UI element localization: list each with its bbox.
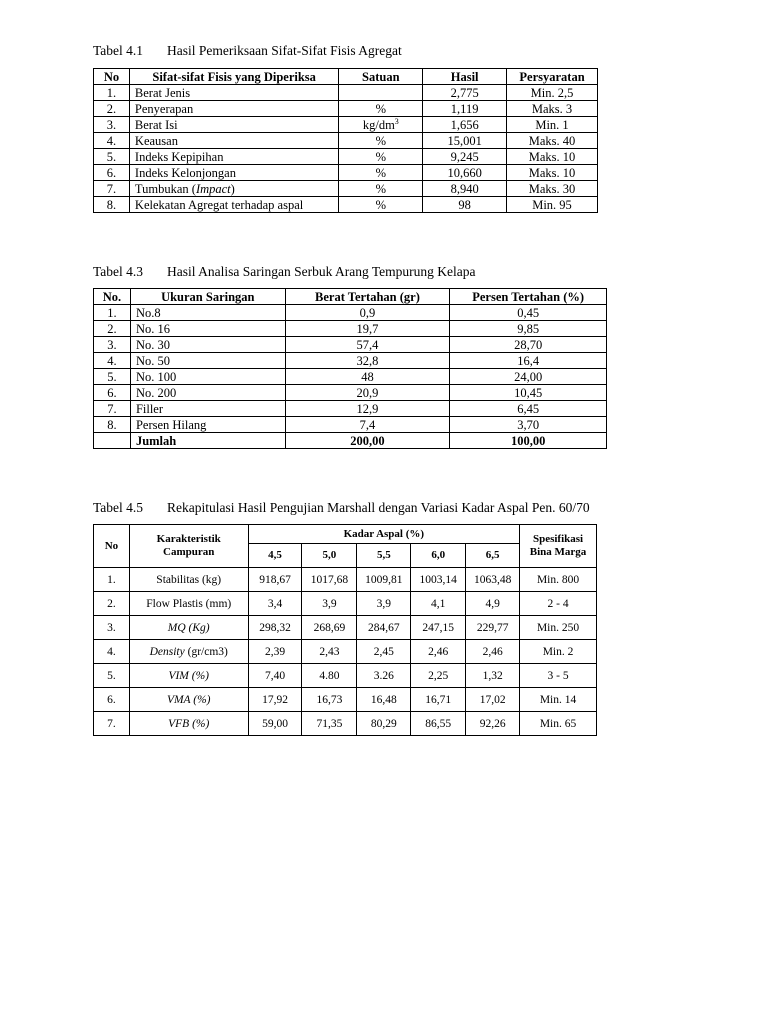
table2-caption — [93, 264, 476, 280]
table-row — [94, 592, 597, 616]
row-no: 5. — [94, 369, 131, 385]
table2-caption-number: Tabel 4.3 — [93, 264, 144, 279]
row-no: 8. — [94, 417, 131, 433]
table-row — [94, 85, 598, 101]
row-value: 2,45 — [357, 640, 411, 664]
row-no: 4. — [94, 640, 130, 664]
table-row — [94, 197, 598, 213]
row-no: 3. — [94, 616, 130, 640]
row-requirement: Maks. 10 — [507, 149, 598, 165]
table3-caption — [93, 500, 590, 516]
table2-header-weight: Berat Tertahan (gr) — [285, 289, 450, 305]
row-no: 1. — [94, 85, 130, 101]
row-value: 17,92 — [248, 688, 302, 712]
row-no: 4. — [94, 353, 131, 369]
row-result: 1,656 — [423, 117, 507, 133]
row-value: 2,43 — [302, 640, 357, 664]
property-italic: Impact — [195, 181, 231, 196]
row-characteristic: MQ (Kg) — [129, 616, 248, 640]
row-unit: % — [339, 101, 423, 117]
table-row — [94, 133, 598, 149]
table-row — [94, 568, 597, 592]
table-row — [94, 401, 607, 417]
row-requirement: Maks. 3 — [507, 101, 598, 117]
characteristic-line-1: Karakteristik — [156, 533, 221, 545]
total-no-cell — [94, 433, 131, 449]
row-value: 92,26 — [466, 712, 520, 736]
table-row — [94, 305, 607, 321]
table1-caption — [93, 43, 402, 59]
row-result: 8,940 — [423, 181, 507, 197]
row-value: 4,1 — [411, 592, 466, 616]
row-property: Indeks Kelonjongan — [129, 165, 338, 181]
row-property — [129, 181, 338, 197]
row-no: 1. — [94, 305, 131, 321]
table-row — [94, 101, 598, 117]
row-value: 80,29 — [357, 712, 411, 736]
row-value: 1017,68 — [302, 568, 357, 592]
property-end: ) — [230, 181, 235, 196]
row-result: 15,001 — [423, 133, 507, 149]
row-no: 7. — [94, 181, 130, 197]
row-result: 1,119 — [423, 101, 507, 117]
unit-superscript: 3 — [394, 116, 399, 126]
table3-header-spec — [520, 525, 597, 568]
row-no: 5. — [94, 149, 130, 165]
row-percent: 6,45 — [450, 401, 607, 417]
table1-header-result: Hasil — [423, 69, 507, 85]
row-percent: 3,70 — [450, 417, 607, 433]
total-percent: 100,00 — [450, 433, 607, 449]
row-characteristic: VMA (%) — [129, 688, 248, 712]
table3-header-row-1 — [94, 525, 597, 544]
row-unit: % — [339, 197, 423, 213]
row-value: 247,15 — [411, 616, 466, 640]
table-row — [94, 321, 607, 337]
total-label: Jumlah — [130, 433, 285, 449]
row-requirement: Maks. 30 — [507, 181, 598, 197]
row-no: 7. — [94, 401, 131, 417]
table3-header-no: No — [94, 525, 130, 568]
row-percent: 24,00 — [450, 369, 607, 385]
row-value: 284,67 — [357, 616, 411, 640]
row-percent: 0,45 — [450, 305, 607, 321]
table-row — [94, 117, 598, 133]
row-property: Berat Isi — [129, 117, 338, 133]
row-no: 4. — [94, 133, 130, 149]
table-row — [94, 165, 598, 181]
row-size: No.8 — [130, 305, 285, 321]
row-value: 2,46 — [411, 640, 466, 664]
table1-caption-number: Tabel 4.1 — [93, 43, 144, 58]
row-value: 4.80 — [302, 664, 357, 688]
row-requirement: Min. 95 — [507, 197, 598, 213]
row-spec: 2 - 4 — [520, 592, 597, 616]
kadar-6-5: 6,5 — [466, 544, 520, 568]
row-weight: 20,9 — [285, 385, 450, 401]
row-value: 3.26 — [357, 664, 411, 688]
row-percent: 9,85 — [450, 321, 607, 337]
table-row — [94, 353, 607, 369]
row-result: 2,775 — [423, 85, 507, 101]
row-spec: Min. 250 — [520, 616, 597, 640]
row-requirement: Min. 1 — [507, 117, 598, 133]
row-spec: Min. 65 — [520, 712, 597, 736]
row-characteristic: VIM (%) — [129, 664, 248, 688]
row-percent: 16,4 — [450, 353, 607, 369]
row-value: 918,67 — [248, 568, 302, 592]
row-percent: 10,45 — [450, 385, 607, 401]
table-row — [94, 688, 597, 712]
row-weight: 48 — [285, 369, 450, 385]
row-no: 3. — [94, 117, 130, 133]
row-value: 86,55 — [411, 712, 466, 736]
row-percent: 28,70 — [450, 337, 607, 353]
row-unit — [339, 85, 423, 101]
table-row — [94, 664, 597, 688]
row-result: 98 — [423, 197, 507, 213]
table2-caption-title: Hasil Analisa Saringan Serbuk Arang Tempurung Kelapa — [167, 264, 476, 279]
table-row — [94, 337, 607, 353]
table1-header-no: No — [94, 69, 130, 85]
row-weight: 0,9 — [285, 305, 450, 321]
spec-line-1: Spesifikasi — [532, 533, 584, 545]
row-unit: % — [339, 133, 423, 149]
table2-header-percent: Persen Tertahan (%) — [450, 289, 607, 305]
row-no: 2. — [94, 592, 130, 616]
row-size: Filler — [130, 401, 285, 417]
row-value: 298,32 — [248, 616, 302, 640]
table-row — [94, 712, 597, 736]
table1-header-row — [94, 69, 598, 85]
row-result: 9,245 — [423, 149, 507, 165]
row-weight: 32,8 — [285, 353, 450, 369]
row-unit: % — [339, 181, 423, 197]
row-value: 3,9 — [357, 592, 411, 616]
kadar-6-0: 6,0 — [411, 544, 466, 568]
table2-header-no: No. — [94, 289, 131, 305]
table1 — [93, 68, 598, 213]
unit-text: kg/dm — [362, 117, 395, 132]
row-size: No. 200 — [130, 385, 285, 401]
table3-caption-title: Rekapitulasi Hasil Pengujian Marshall dengan Variasi Kadar Aspal Pen. 60/70 — [167, 500, 590, 515]
table2-header-size: Ukuran Saringan — [130, 289, 285, 305]
row-property: Penyerapan — [129, 101, 338, 117]
row-size: No. 30 — [130, 337, 285, 353]
row-size: No. 100 — [130, 369, 285, 385]
row-property: Indeks Kepipihan — [129, 149, 338, 165]
table-row — [94, 640, 597, 664]
row-value: 7,40 — [248, 664, 302, 688]
row-unit: % — [339, 149, 423, 165]
row-unit — [339, 117, 423, 133]
row-property: Keausan — [129, 133, 338, 149]
row-unit: % — [339, 165, 423, 181]
row-no: 2. — [94, 101, 130, 117]
row-size: Persen Hilang — [130, 417, 285, 433]
row-value: 2,25 — [411, 664, 466, 688]
row-no: 1. — [94, 568, 130, 592]
row-property: Berat Jenis — [129, 85, 338, 101]
row-value: 16,71 — [411, 688, 466, 712]
table3-header-kadar-aspal: Kadar Aspal (%) — [248, 525, 520, 544]
characteristic-line-2: Campuran — [163, 546, 215, 558]
spec-line-2: Bina Marga — [529, 546, 587, 558]
table-row — [94, 417, 607, 433]
row-value: 3,4 — [248, 592, 302, 616]
table-row — [94, 149, 598, 165]
row-property: Kelekatan Agregat terhadap aspal — [129, 197, 338, 213]
table-row — [94, 369, 607, 385]
row-requirement: Min. 2,5 — [507, 85, 598, 101]
characteristic-italic: Density — [149, 645, 185, 658]
row-value: 1063,48 — [466, 568, 520, 592]
table1-header-property: Sifat-sifat Fisis yang Diperiksa — [129, 69, 338, 85]
row-no: 6. — [94, 165, 130, 181]
table-row — [94, 385, 607, 401]
row-weight: 7,4 — [285, 417, 450, 433]
row-size: No. 50 — [130, 353, 285, 369]
row-weight: 19,7 — [285, 321, 450, 337]
characteristic-rest: (gr/cm3) — [184, 645, 228, 658]
row-requirement: Maks. 10 — [507, 165, 598, 181]
table3-header-characteristic — [129, 525, 248, 568]
row-spec: Min. 14 — [520, 688, 597, 712]
table2 — [93, 288, 607, 449]
row-value: 2,39 — [248, 640, 302, 664]
row-characteristic: Flow Plastis (mm) — [129, 592, 248, 616]
row-value: 2,46 — [466, 640, 520, 664]
table1-header-unit: Satuan — [339, 69, 423, 85]
row-no: 6. — [94, 688, 130, 712]
table3-caption-number: Tabel 4.5 — [93, 500, 144, 515]
table2-total-row — [94, 433, 607, 449]
table3 — [93, 524, 597, 736]
table1-caption-title: Hasil Pemeriksaan Sifat-Sifat Fisis Agregat — [167, 43, 402, 58]
row-value: 16,48 — [357, 688, 411, 712]
row-value: 16,73 — [302, 688, 357, 712]
row-value: 229,77 — [466, 616, 520, 640]
row-value: 1003,14 — [411, 568, 466, 592]
row-characteristic: VFB (%) — [129, 712, 248, 736]
row-characteristic — [129, 640, 248, 664]
row-spec: Min. 2 — [520, 640, 597, 664]
row-no: 2. — [94, 321, 131, 337]
table1-header-requirement: Persyaratan — [507, 69, 598, 85]
kadar-5-0: 5,0 — [302, 544, 357, 568]
table-row — [94, 616, 597, 640]
row-value: 1,32 — [466, 664, 520, 688]
row-value: 4,9 — [466, 592, 520, 616]
row-value: 59,00 — [248, 712, 302, 736]
row-size: No. 16 — [130, 321, 285, 337]
row-no: 6. — [94, 385, 131, 401]
kadar-4-5: 4,5 — [248, 544, 302, 568]
row-requirement: Maks. 40 — [507, 133, 598, 149]
row-value: 268,69 — [302, 616, 357, 640]
row-spec: Min. 800 — [520, 568, 597, 592]
row-weight: 12,9 — [285, 401, 450, 417]
row-value: 1009,81 — [357, 568, 411, 592]
table-row — [94, 181, 598, 197]
row-no: 5. — [94, 664, 130, 688]
property-text: Tumbukan ( — [134, 181, 196, 196]
row-result: 10,660 — [423, 165, 507, 181]
row-no: 7. — [94, 712, 130, 736]
row-weight: 57,4 — [285, 337, 450, 353]
row-spec: 3 - 5 — [520, 664, 597, 688]
row-value: 17,02 — [466, 688, 520, 712]
row-value: 71,35 — [302, 712, 357, 736]
kadar-5-5: 5,5 — [357, 544, 411, 568]
row-no: 8. — [94, 197, 130, 213]
row-value: 3,9 — [302, 592, 357, 616]
row-no: 3. — [94, 337, 131, 353]
total-weight: 200,00 — [285, 433, 450, 449]
row-characteristic: Stabilitas (kg) — [129, 568, 248, 592]
table2-header-row — [94, 289, 607, 305]
